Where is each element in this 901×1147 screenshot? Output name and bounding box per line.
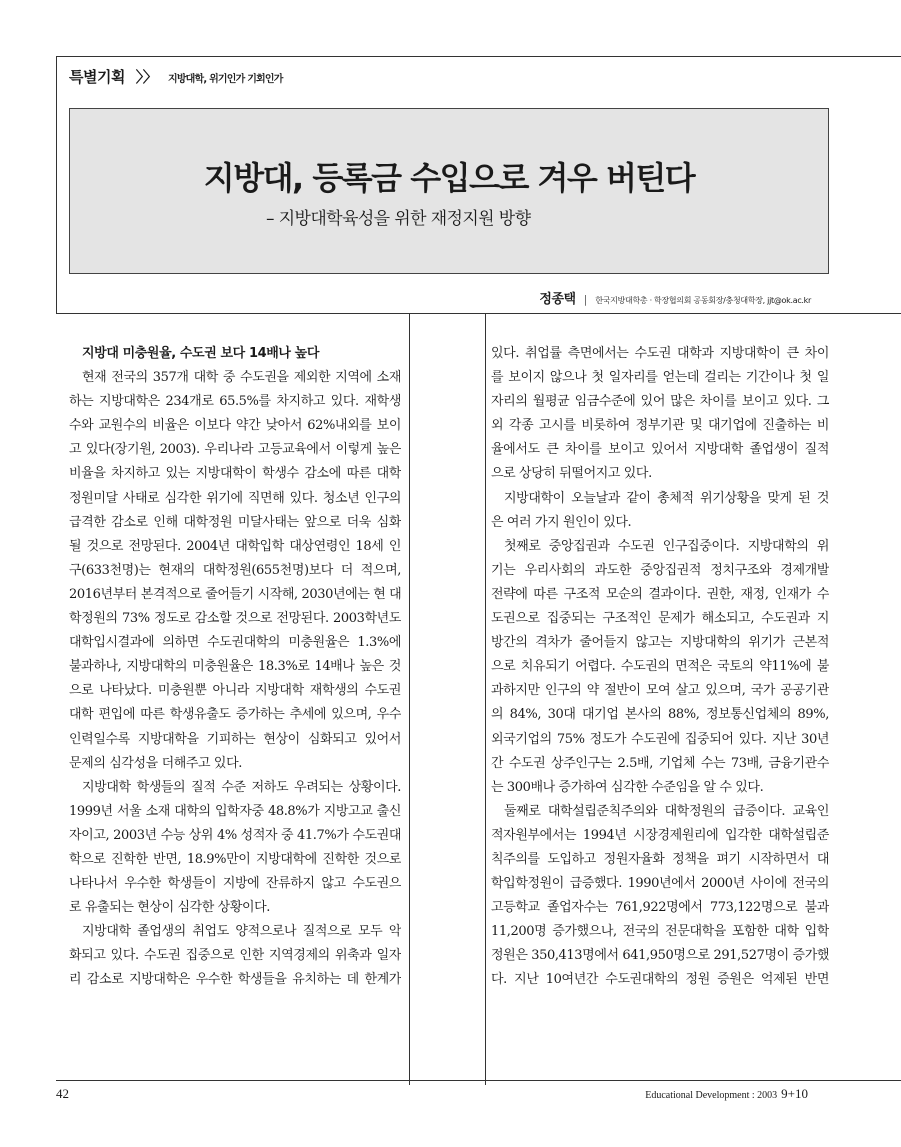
- body-line: 지방대학 졸업생의 취업도 양적으로나 질적으로 모두 악: [82, 924, 401, 940]
- body-line: 정원미달 사태로 심각한 위기에 직면해 있다. 청소년 인구의: [69, 490, 401, 506]
- section-separator: 〉〉: [135, 68, 158, 86]
- footer-rule: [56, 1080, 901, 1081]
- body-line: 도권으로 집중되는 구조적인 문제가 해소되고, 수도권과 지: [491, 611, 829, 627]
- body-line: 는 300배나 증가하여 심각한 수준임을 알 수 있다.: [491, 779, 764, 795]
- page-number: 42: [56, 1086, 69, 1101]
- body-line: 칙주의를 도입하고 정원자율화 정책을 펴기 시작하면서 대: [491, 851, 829, 867]
- body-line: 리 감소로 지방대학은 우수한 학생들을 유치하는 데 한계가: [69, 972, 401, 988]
- article-title: 지방대, 등록금 수입으로 겨우 버틴다: [203, 159, 695, 197]
- section-title: 특별기획: [69, 68, 125, 86]
- body-line: 학으로 진학한 반면, 18.9%만이 지방대학에 진학한 것으로: [69, 851, 401, 867]
- body-line: 으로 치유되기 어렵다. 수도권의 면적은 국토의 약11%에 불: [491, 659, 829, 675]
- body-line: 적자원부에서는 1994년 시장경제원리에 입각한 대학설립준: [491, 827, 829, 843]
- body-line: 불과하나, 지방대학의 미충원율은 18.3%로 14배나 높은 것: [69, 659, 401, 675]
- body-line: 인력일수록 지방대학을 기피하는 현상이 심화되고 있어서: [69, 731, 401, 747]
- body-line: 고 있다(장기원, 2003). 우리나라 고등교육에서 이렇게 높은: [69, 442, 401, 458]
- body-line: 대학 편입에 따른 학생유출도 증가하는 추세에 있으며, 우수: [69, 707, 401, 723]
- body-line: 정원은 350,413명에서 641,950명으로 291,527명이 증가했: [491, 948, 829, 964]
- body-line: 은 여러 가지 원인이 있다.: [491, 514, 632, 530]
- body-line: 으로 상당히 뒤떨어지고 있다.: [491, 466, 652, 482]
- body-line: 대학입시결과에 의하면 수도권대학의 미충원율은 1.3%에: [69, 635, 401, 651]
- body-line: 으로 나타났다. 미충원뿐 아니라 지방대학 재학생의 수도권: [69, 683, 401, 699]
- body-line: 로 유출되는 현상이 심각한 상황이다.: [69, 900, 271, 916]
- author-name: 정종택: [539, 292, 576, 307]
- left-margin-rule: [56, 56, 57, 314]
- body-line: 를 보이지 않으나 첫 일자리를 얻는데 걸리는 기간이나 첫 일: [491, 370, 829, 386]
- body-line: 문제의 심각성을 더해주고 있다.: [69, 755, 242, 771]
- body-line: 과하지만 인구의 약 절반이 모여 살고 있으며, 국가 공공기관: [491, 683, 829, 699]
- body-line: 1999년 서울 소재 대학의 입학자중 48.8%가 지방고교 출신: [69, 803, 401, 819]
- body-line: 있다. 취업률 측면에서는 수도권 대학과 지방대학이 큰 차이: [491, 346, 829, 361]
- body-line: 첫째로 중앙집권과 수도권 인구집중이다. 지방대학의 위: [504, 538, 829, 554]
- body-line: 학정원의 73% 정도로 감소할 것으로 전망된다. 2003학년도: [69, 611, 401, 627]
- body-line: 지방대학 학생들의 질적 수준 저하도 우려되는 상황이다.: [82, 779, 401, 795]
- body-line: 간 수도권 상주인구는 2.5배, 기업체 수는 73배, 금융기관수: [491, 755, 829, 771]
- body-line: 2016년부터 본격적으로 줄어들기 시작해, 2030년에는 현 대: [69, 586, 401, 602]
- body-line: 현재 전국의 357개 대학 중 수도권을 제외한 지역에 소재: [82, 370, 401, 386]
- body-line: 자이고, 2003년 수능 상위 4% 성적자 중 41.7%가 수도권대: [69, 827, 401, 843]
- body-line: 지방대학이 오늘날과 같이 총체적 위기상황을 맞게 된 것: [504, 490, 829, 506]
- left-column: [69, 342, 401, 993]
- section-header: [69, 66, 283, 87]
- header-bottom-rule: [56, 313, 901, 314]
- body-line: 수와 교원수의 비율은 이보다 약간 낮아서 62%내외를 보이: [69, 418, 401, 434]
- body-line: 비율을 차지하고 있는 지방대학이 학생수 감소에 따른 대학: [69, 466, 401, 482]
- body-line: 율에서도 큰 차이를 보이고 있어서 지방대학 졸업생이 질적: [491, 442, 829, 458]
- section-heading: 지방대 미충원율, 수도권 보다 14배나 높다: [82, 346, 319, 361]
- author-byline: [539, 288, 811, 307]
- body-line: 둘째로 대학설립준칙주의와 대학정원의 급증이다. 교육인: [504, 803, 829, 819]
- body-line: 하는 지방대학은 234개로 65.5%를 차지하고 있다. 재학생: [69, 394, 401, 410]
- body-line: 자리의 월평균 임금수준에 있어 많은 차이를 보이고 있다. 그: [491, 394, 829, 410]
- body-line: 고등학교 졸업자수는 761,922명에서 773,122명으로 불과: [491, 900, 829, 916]
- column-divider-left: [409, 313, 410, 1085]
- body-line: 전략에 따른 구조적 모순의 결과이다. 권한, 재정, 인재가 수: [491, 586, 829, 602]
- body-line: 다. 지난 10여년간 수도권대학의 정원 증원은 억제된 반면: [491, 972, 829, 988]
- article-subtitle: – 지방대학육성을 위한 재정지원 방향: [266, 209, 531, 229]
- body-line: 외 각종 고시를 비롯하여 정부기관 및 대기업에 진출하는 비: [491, 418, 829, 434]
- body-line: 될 것으로 전망된다. 2004년 대학입학 대상연령인 18세 인: [69, 538, 401, 554]
- title-box: [69, 108, 829, 274]
- body-line: 학입학정원이 급증했다. 1990년에서 2000년 사이에 전국의: [491, 876, 829, 892]
- publication-name: Educational Development : 2003: [645, 1090, 778, 1101]
- top-rule: [56, 56, 901, 57]
- body-line: 11,200명 증가했으나, 전국의 전문대학을 포함한 대학 입학: [491, 924, 829, 940]
- body-line: 의 84%, 30대 대기업 본사의 88%, 정보통신업체의 89%,: [491, 707, 829, 723]
- publication-footer: [645, 1086, 808, 1102]
- body-line: 나타나서 우수한 학생들이 지방에 잔류하지 않고 수도권으: [69, 876, 401, 892]
- issue-number: 9+10: [781, 1086, 808, 1101]
- body-line: 화되고 있다. 수도권 집중으로 인한 지역경제의 위축과 일자: [69, 948, 401, 964]
- right-column: [491, 342, 829, 993]
- body-line: 급격한 감소로 인해 대학정원 미달사태는 앞으로 더욱 심화: [69, 514, 401, 530]
- author-separator: |: [583, 293, 588, 306]
- column-divider-right: [485, 313, 486, 1085]
- author-affiliation: 한국지방대학총 · 학장협의회 공동회장/충청대학장, jjt@ok.ac.kr: [595, 296, 811, 305]
- series-title: 지방대학, 위기인가 기회인가: [167, 74, 283, 85]
- body-line: 외국기업의 75% 정도가 수도권에 집중되어 있다. 지난 30년: [491, 731, 829, 747]
- body-line: 기는 우리사회의 과도한 중앙집권적 정치구조와 경제개발: [491, 562, 829, 578]
- body-line: 구(633천명)는 현재의 대학정원(655천명)보다 더 적으며,: [69, 562, 401, 578]
- body-line: 방간의 격차가 줄어들지 않고는 지방대학의 위기가 근본적: [491, 635, 829, 651]
